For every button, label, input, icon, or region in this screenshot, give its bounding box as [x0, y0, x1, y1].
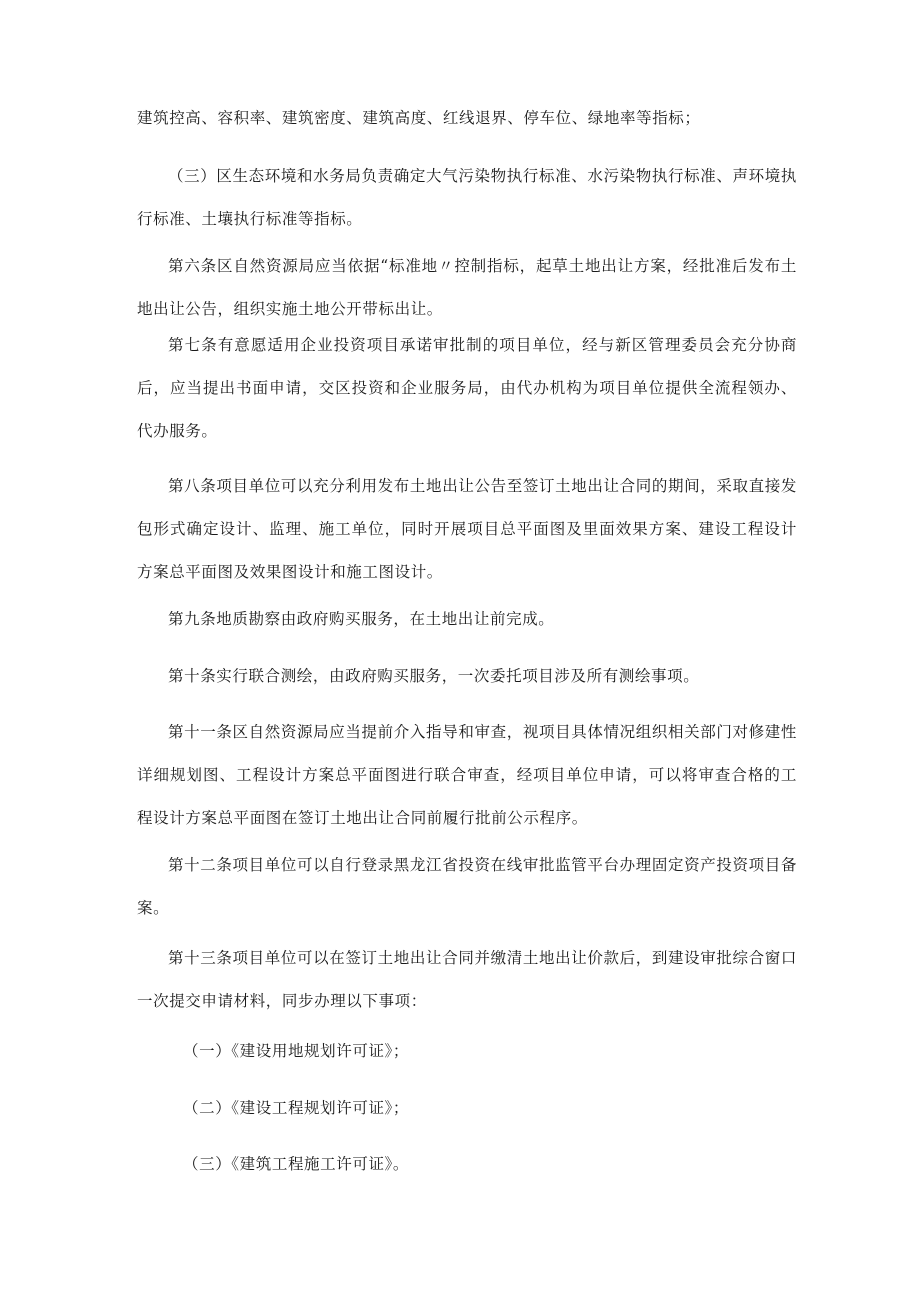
paragraph-article-10: 第十条实行联合测绘，由政府购买服务，一次委托项目涉及所有测绘事项。	[168, 667, 700, 685]
paragraph-article-12: 第十二条项目单位可以自行登录黑龙江省投资在线审批监管平台办理固定资产投资项目备案。	[137, 856, 797, 917]
list-item-2: （二）《建设工程规划许可证》；	[183, 1099, 410, 1117]
paragraph-article-8: 第八条项目单位可以充分利用发布土地出让公告至签订土地出让合同的期间，采取直接发包形式确定设计、监理、施工单位，同时开展项目总平面图及里面效果方案、建设工程设计方案总平面图及效果图设计和施工图设计。	[137, 477, 797, 581]
paragraph-article-6: 第六条区自然资源局应当依据“标准地〃控制指标，起草土地出让方案，经批准后发布土地出让公告，组织实施土地公开带标出让。	[137, 257, 797, 318]
paragraph-article-13: 第十三条项目单位可以在签订土地出让合同并缴清土地出让价款后，到建设审批综合窗口一次提交申请材料，同步办理以下事项：	[137, 949, 797, 1010]
paragraph-article-11: 第十一条区自然资源局应当提前介入指导和审查，视项目具体情况组织相关部门对修建性详细规划图、工程设计方案总平面图进行联合审查，经项目单位申请，可以将审查合格的工程设计方案总平面图在签订土地出让合同前履行批前公示程序。	[137, 723, 797, 827]
paragraph-continuation: 建筑控高、容积率、建筑密度、建筑高度、红线退界、停车位、绿地率等指标；	[137, 109, 701, 127]
paragraph-article-9: 第九条地质勘察由政府购买服务，在土地出让前完成。	[168, 610, 555, 628]
list-item-1: （一）《建设用地规划许可证》；	[183, 1042, 410, 1060]
paragraph-item-3: （三）区生态环境和水务局负责确定大气污染物执行标准、水污染物执行标准、声环境执行标准、土壤执行标准等指标。	[137, 167, 797, 228]
paragraph-article-7: 第七条有意愿适用企业投资项目承诺审批制的项目单位，经与新区管理委员会充分协商后，应当提出书面申请，交区投资和企业服务局，由代办机构为项目单位提供全流程领办、代办服务。	[137, 336, 797, 440]
list-item-3: （三）《建筑工程施工许可证》。	[183, 1155, 410, 1173]
